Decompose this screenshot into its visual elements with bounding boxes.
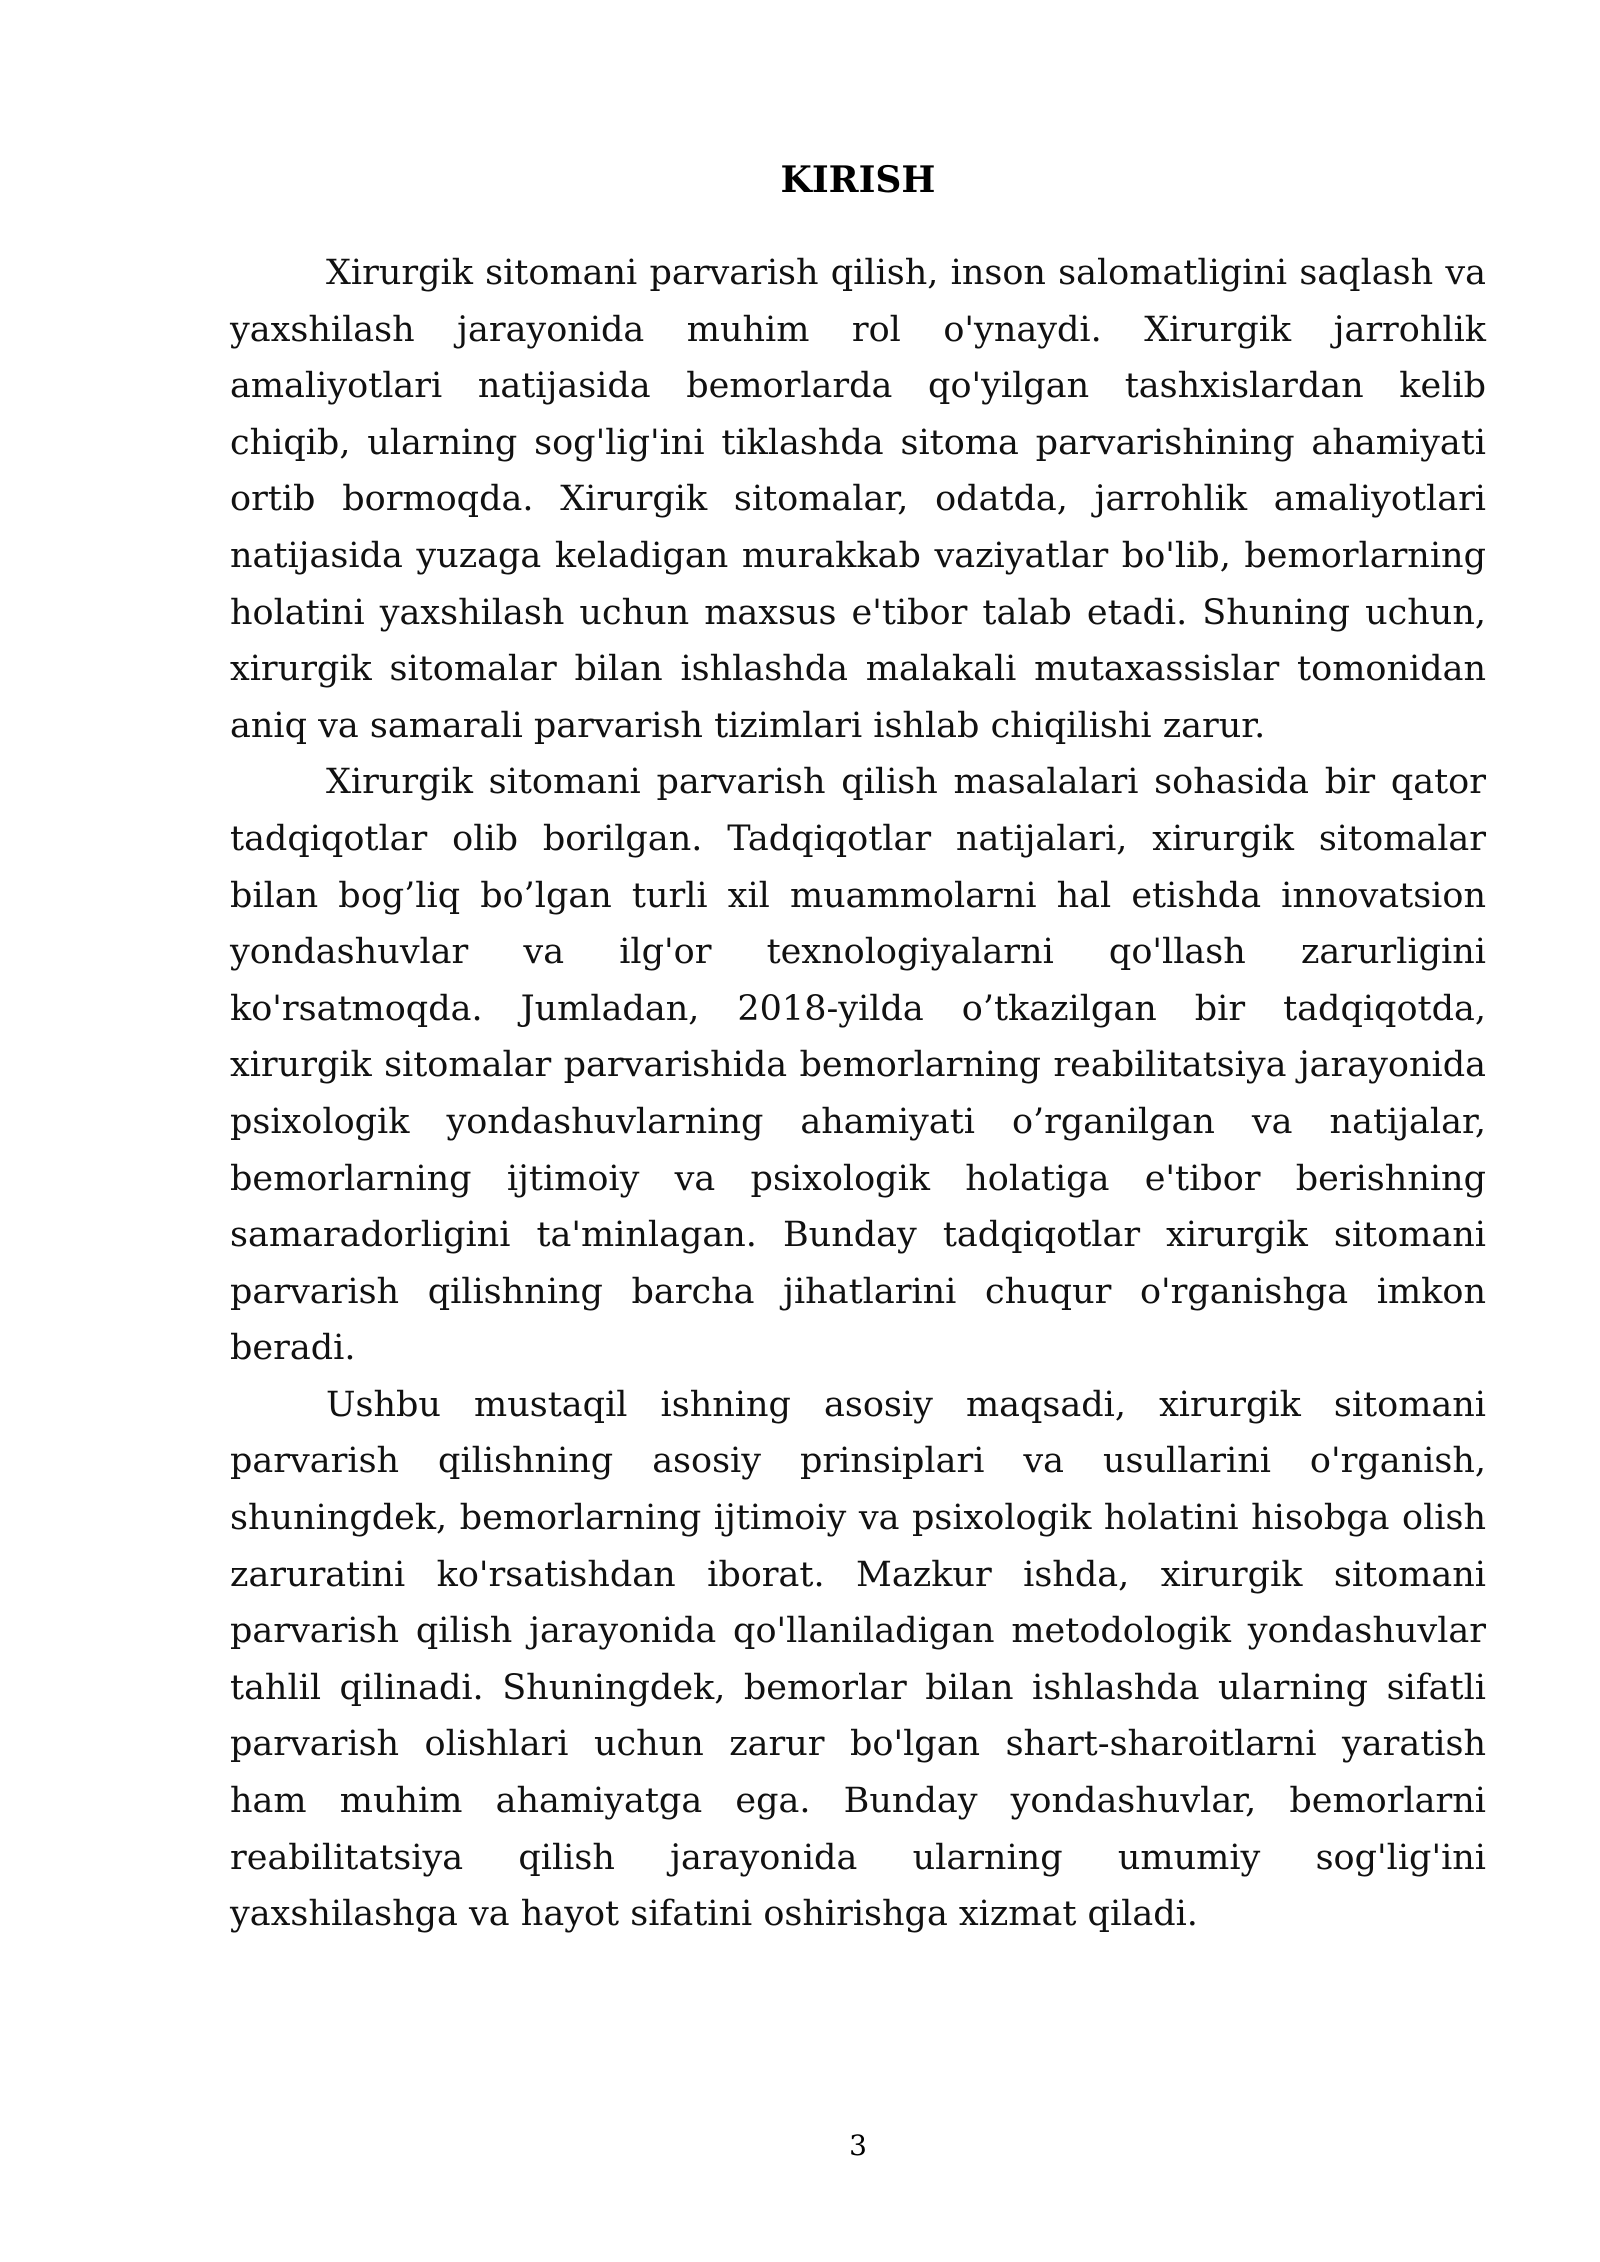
page-number: 3 (849, 2129, 867, 2162)
document-body (230, 245, 1486, 1943)
paragraph-1: Xirurgik sitomani parvarish qilish, inson salomatligini saqlash va yaxshilash jarayonida muhim rol o'ynaydi. Xirurgik jarrohlik amaliyotlari natijasida bemorlarda qo'yilgan tashxislardan kelib chiqib, ularning sog'lig'ini tiklashda sitoma parvarishining ahamiyati ortib bormoqda. Xirurgik sitomalar, odatda, jarrohlik amaliyotlari natijasida yuzaga keladigan murakkab vaziyatlar bo'lib, bemorlarning holatini yaxshilash uchun maxsus e'tibor talab etadi. Shuning uchun, xirurgik sitomalar bilan ishlashda malakali mutaxassislar tomonidan aniq va samarali parvarish tizimlari ishlab chiqilishi zarur. (230, 253, 1486, 746)
paragraph-3: Ushbu mustaqil ishning asosiy maqsadi, xirurgik sitomani parvarish qilishning asosiy prinsiplari va usullarini o'rganish, shuningdek, bemorlarning ijtimoiy va psixologik holatini hisobga olish zaruratini ko'rsatishdan iborat. Mazkur ishda, xirurgik sitomani parvarish qilish jarayonida qo'llaniladigan metodologik yondashuvlar tahlil qilinadi. Shuningdek, bemorlar bilan ishlashda ularning sifatli parvarish olishlari uchun zarur bo'lgan shart-sharoitlarni yaratish ham muhim ahamiyatga ega. Bunday yondashuvlar, bemorlarni reabilitatsiya qilish jarayonida ularning umumiy sog'lig'ini yaxshilashga va hayot sifatini oshirishga xizmat qiladi. (230, 1384, 1486, 1935)
page-title: KIRISH (780, 159, 936, 201)
paragraph-2: Xirurgik sitomani parvarish qilish masalalari sohasida bir qator tadqiqotlar olib borilgan. Tadqiqotlar natijalari, xirurgik sitomalar bilan bog’liq bo’lgan turli xil muammolarni hal etishda innovatsion yondashuvlar va ilg'or texnologiyalarni qo'llash zarurligini ko'rsatmoqda. Jumladan, 2018-yilda o’tkazilgan bir tadqiqotda, xirurgik sitomalar parvarishida bemorlarning reabilitatsiya jarayonida psixologik yondashuvlarning ahamiyati o’rganilgan va natijalar, bemorlarning ijtimoiy va psixologik holatiga e'tibor berishning samaradorligini ta'minlagan. Bunday tadqiqotlar xirurgik sitomani parvarish qilishning barcha jihatlarini chuqur o'rganishga imkon beradi. (230, 762, 1486, 1369)
